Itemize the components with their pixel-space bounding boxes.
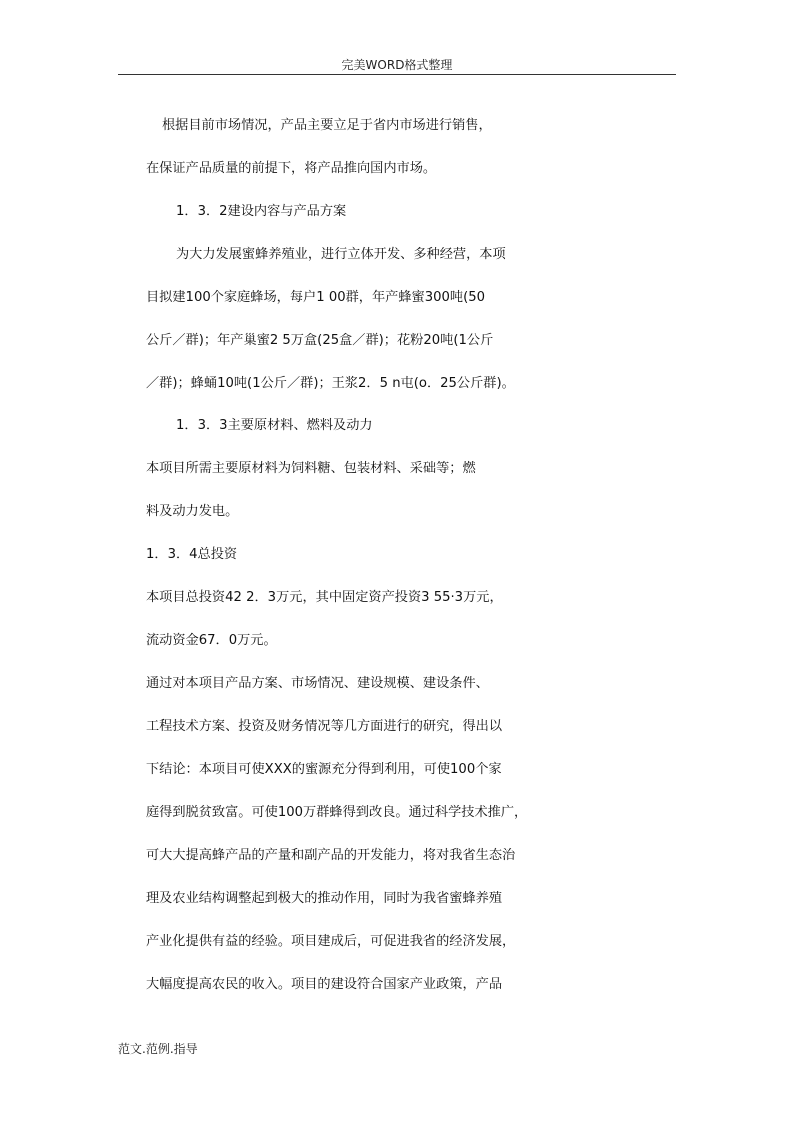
page-footer: 范文.范例.指导: [118, 1042, 198, 1056]
text-line: 在保证产品质量的前提下，将产品推向国内市场。: [146, 161, 437, 176]
section-heading-1-3-4: 1．3．4总投资: [146, 547, 238, 562]
text-line: 产业化提供有益的经验。项目建成后，可促进我省的经济发展，: [146, 934, 516, 949]
section-heading-1-3-2: 1．3．2建设内容与产品方案: [176, 204, 347, 219]
text-line: 通过对本项目产品方案、市场情况、建设规模、建设条件、: [146, 676, 489, 691]
text-line: 根据目前市场情况，产品主要立足于省内市场进行销售，: [162, 118, 492, 133]
text-line: ／群)；蜂蛹10吨(1公斤／群)；王浆2．5 n屯(o．25公斤群)。: [146, 376, 515, 391]
page-header-title: 完美WORD格式整理: [341, 58, 453, 72]
text-line: 目拟建100个家庭蜂场，每户1 00群，年产蜂蜜300吨(50: [146, 290, 486, 305]
text-line: 大幅度提高农民的收入。项目的建设符合国家产业政策，产品: [146, 977, 503, 992]
text-line: 本项目所需主要原材料为饲料糖、包装材料、采础等；燃: [146, 461, 476, 476]
text-line: 公斤／群)；年产巢蜜2 5万盒(25盒／群)；花粉20吨(1公斤: [146, 333, 494, 348]
header-divider: [118, 74, 676, 75]
text-line: 理及农业结构调整起到极大的推动作用，同时为我省蜜蜂养殖: [146, 891, 503, 906]
text-line: 可大大提高蜂产品的产量和副产品的开发能力，将对我省生态治: [146, 848, 516, 863]
text-line: 本项目总投资42 2．3万元，其中固定资产投资3 55·3万元，: [146, 590, 503, 605]
text-line: 料及动力发电。: [146, 504, 239, 519]
section-heading-1-3-3: 1．3．3主要原材料、燃料及动力: [176, 418, 373, 433]
text-line: 庭得到脱贫致富。可使100万群蜂得到改良。通过科学技术推广，: [146, 805, 528, 820]
text-line: 为大力发展蜜蜂养殖业，进行立体开发、多种经营，本项: [176, 247, 506, 262]
text-line: 流动资金67．0万元。: [146, 633, 277, 648]
text-line: 下结论：本项目可使XXX的蜜源充分得到利用，可使100个家: [146, 762, 502, 777]
text-line: 工程技术方案、投资及财务情况等几方面进行的研究，得出以: [146, 719, 503, 734]
